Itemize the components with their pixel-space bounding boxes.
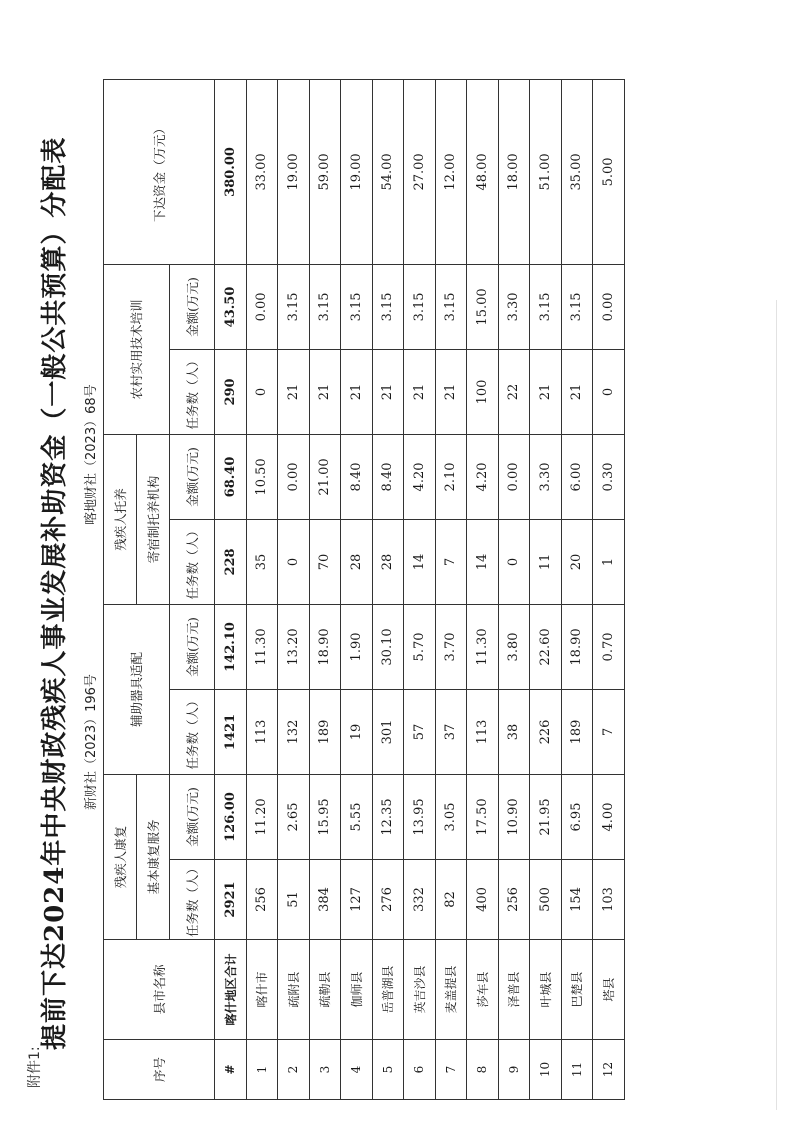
header-training: 农村实用技术培训 xyxy=(104,264,170,434)
header-seq: 序号 xyxy=(104,1040,215,1100)
header-task: 任务数（人） xyxy=(170,519,215,604)
rotated-document-page xyxy=(20,70,675,1110)
header-task: 任务数（人） xyxy=(170,860,215,940)
cell-training-amount: 3.15 xyxy=(309,264,341,349)
cell-rehab-amount: 3.05 xyxy=(435,774,467,859)
header-amount: 金额(万元) xyxy=(170,264,215,349)
cell-training-task: 21 xyxy=(372,349,404,434)
cell-seq: 9 xyxy=(498,1040,530,1100)
cell-support-task: 28 xyxy=(341,519,373,604)
header-funds: 下达资金（万元） xyxy=(104,79,215,264)
cell-rehab-amount: 21.95 xyxy=(530,774,562,859)
cell-rehab-task: 256 xyxy=(498,860,530,940)
cell-training-task: 21 xyxy=(561,349,593,434)
table-row xyxy=(498,79,530,1099)
cell-training-task: 0 xyxy=(593,349,625,434)
cell-support-amount: 68.40 xyxy=(215,434,247,519)
cell-aid-amount: 11.30 xyxy=(246,604,278,689)
cell-funds: 51.00 xyxy=(530,79,562,264)
cell-county: 叶城县 xyxy=(530,940,562,1040)
cell-support-amount: 2.10 xyxy=(435,434,467,519)
cell-seq: 3 xyxy=(309,1040,341,1100)
cell-aid-task: 132 xyxy=(278,689,310,774)
table-row xyxy=(278,79,310,1099)
cell-aid-amount: 18.90 xyxy=(309,604,341,689)
header-rehab: 残疾人康复 xyxy=(104,774,137,939)
cell-training-task: 21 xyxy=(404,349,436,434)
cell-funds: 59.00 xyxy=(309,79,341,264)
cell-support-task: 14 xyxy=(467,519,499,604)
attachment-label: 附件1: xyxy=(27,1046,43,1088)
cell-support-amount: 8.40 xyxy=(372,434,404,519)
cell-rehab-amount: 5.55 xyxy=(341,774,373,859)
cell-funds: 19.00 xyxy=(278,79,310,264)
table-row xyxy=(467,79,499,1099)
table-row xyxy=(561,79,593,1099)
cell-support-task: 35 xyxy=(246,519,278,604)
cell-aid-task: 113 xyxy=(467,689,499,774)
cell-seq: 8 xyxy=(467,1040,499,1100)
cell-rehab-task: 384 xyxy=(309,860,341,940)
cell-rehab-amount: 13.95 xyxy=(404,774,436,859)
table-row xyxy=(435,79,467,1099)
cell-county: 英吉沙县 xyxy=(404,940,436,1040)
cell-seq: 7 xyxy=(435,1040,467,1100)
cell-training-amount: 3.15 xyxy=(435,264,467,349)
header-task: 任务数（人） xyxy=(170,349,215,434)
cell-rehab-task: 154 xyxy=(561,860,593,940)
cell-seq: 4 xyxy=(341,1040,373,1100)
cell-funds: 35.00 xyxy=(561,79,593,264)
cell-aid-task: 189 xyxy=(561,689,593,774)
cell-support-task: 0 xyxy=(498,519,530,604)
cell-county: 疏附县 xyxy=(278,940,310,1040)
cell-rehab-amount: 10.90 xyxy=(498,774,530,859)
cell-county: 岳普湖县 xyxy=(372,940,404,1040)
cell-rehab-amount: 6.95 xyxy=(561,774,593,859)
cell-aid-amount: 11.30 xyxy=(467,604,499,689)
cell-aid-task: 189 xyxy=(309,689,341,774)
cell-county: 塔县 xyxy=(593,940,625,1040)
cell-funds: 54.00 xyxy=(372,79,404,264)
cell-support-amount: 0.00 xyxy=(278,434,310,519)
cell-training-amount: 3.15 xyxy=(404,264,436,349)
cell-seq: 12 xyxy=(593,1040,625,1100)
cell-training-amount: 3.15 xyxy=(341,264,373,349)
cell-aid-amount: 3.70 xyxy=(435,604,467,689)
table-row xyxy=(404,79,436,1099)
cell-aid-amount: 22.60 xyxy=(530,604,562,689)
document-reference-left: 新财社（2023）196号 xyxy=(84,674,99,810)
table-row xyxy=(593,79,625,1099)
cell-support-amount: 6.00 xyxy=(561,434,593,519)
cell-aid-amount: 13.20 xyxy=(278,604,310,689)
header-rehab-basic: 基本康复服务 xyxy=(137,774,170,939)
cell-seq: # xyxy=(215,1040,247,1100)
cell-support-amount: 10.50 xyxy=(246,434,278,519)
cell-rehab-task: 103 xyxy=(593,860,625,940)
cell-training-task: 100 xyxy=(467,349,499,434)
table-row xyxy=(309,79,341,1099)
cell-seq: 5 xyxy=(372,1040,404,1100)
cell-support-task: 1 xyxy=(593,519,625,604)
cell-training-amount: 3.15 xyxy=(561,264,593,349)
cell-training-amount: 43.50 xyxy=(215,264,247,349)
cell-training-task: 22 xyxy=(498,349,530,434)
cell-aid-task: 19 xyxy=(341,689,373,774)
cell-rehab-amount: 15.95 xyxy=(309,774,341,859)
cell-training-task: 21 xyxy=(278,349,310,434)
cell-training-amount: 3.15 xyxy=(278,264,310,349)
cell-support-task: 28 xyxy=(372,519,404,604)
cell-funds: 380.00 xyxy=(215,79,247,264)
cell-training-task: 21 xyxy=(309,349,341,434)
cell-funds: 18.00 xyxy=(498,79,530,264)
cell-support-amount: 4.20 xyxy=(404,434,436,519)
cell-support-task: 20 xyxy=(561,519,593,604)
cell-rehab-amount: 2.65 xyxy=(278,774,310,859)
cell-county: 莎车县 xyxy=(467,940,499,1040)
cell-training-task: 21 xyxy=(435,349,467,434)
cell-county: 巴楚县 xyxy=(561,940,593,1040)
cell-county: 泽普县 xyxy=(498,940,530,1040)
cell-county: 麦盖提县 xyxy=(435,940,467,1040)
cell-funds: 5.00 xyxy=(593,79,625,264)
cell-training-task: 0 xyxy=(246,349,278,434)
cell-support-amount: 3.30 xyxy=(530,434,562,519)
cell-seq: 11 xyxy=(561,1040,593,1100)
cell-rehab-task: 500 xyxy=(530,860,562,940)
header-task: 任务数（人） xyxy=(170,689,215,774)
cell-funds: 12.00 xyxy=(435,79,467,264)
cell-rehab-amount: 12.35 xyxy=(372,774,404,859)
cell-funds: 19.00 xyxy=(341,79,373,264)
cell-training-amount: 15.00 xyxy=(467,264,499,349)
header-amount: 金额(万元) xyxy=(170,434,215,519)
cell-aid-amount: 1.90 xyxy=(341,604,373,689)
cell-county: 喀什市 xyxy=(246,940,278,1040)
cell-support-amount: 8.40 xyxy=(341,434,373,519)
cell-aid-task: 7 xyxy=(593,689,625,774)
cell-aid-task: 38 xyxy=(498,689,530,774)
cell-rehab-amount: 17.50 xyxy=(467,774,499,859)
cell-training-amount: 3.15 xyxy=(372,264,404,349)
cell-training-task: 21 xyxy=(530,349,562,434)
cell-aid-task: 226 xyxy=(530,689,562,774)
cell-support-task: 228 xyxy=(215,519,247,604)
cell-aid-amount: 3.80 xyxy=(498,604,530,689)
cell-county: 伽师县 xyxy=(341,940,373,1040)
cell-seq: 6 xyxy=(404,1040,436,1100)
cell-rehab-amount: 126.00 xyxy=(215,774,247,859)
cell-county: 疏勒县 xyxy=(309,940,341,1040)
cell-funds: 27.00 xyxy=(404,79,436,264)
header-support-sub: 寄宿制托养机构 xyxy=(137,434,170,604)
cell-funds: 33.00 xyxy=(246,79,278,264)
header-row-1 xyxy=(104,79,137,1099)
table-row xyxy=(530,79,562,1099)
cell-training-amount: 0.00 xyxy=(246,264,278,349)
cell-rehab-task: 256 xyxy=(246,860,278,940)
cell-funds: 48.00 xyxy=(467,79,499,264)
cell-rehab-task: 82 xyxy=(435,860,467,940)
cell-seq: 1 xyxy=(246,1040,278,1100)
allocation-table xyxy=(103,79,625,1100)
cell-rehab-task: 400 xyxy=(467,860,499,940)
cell-training-amount: 3.15 xyxy=(530,264,562,349)
document-title: 提前下达2024年中央财政残疾人事业发展补助资金（一般公共预算）分配表 xyxy=(40,136,70,1050)
cell-aid-amount: 18.90 xyxy=(561,604,593,689)
cell-support-task: 0 xyxy=(278,519,310,604)
cell-aid-task: 57 xyxy=(404,689,436,774)
table-row xyxy=(246,79,278,1099)
cell-aid-task: 37 xyxy=(435,689,467,774)
cell-rehab-amount: 4.00 xyxy=(593,774,625,859)
cell-training-amount: 0.00 xyxy=(593,264,625,349)
cell-rehab-task: 51 xyxy=(278,860,310,940)
cell-support-amount: 21.00 xyxy=(309,434,341,519)
cell-rehab-task: 332 xyxy=(404,860,436,940)
cell-rehab-task: 2921 xyxy=(215,860,247,940)
cell-training-amount: 3.30 xyxy=(498,264,530,349)
header-amount: 金额(万元) xyxy=(170,774,215,859)
cell-aid-amount: 5.70 xyxy=(404,604,436,689)
table-row-total xyxy=(215,79,247,1099)
cell-county: 喀什地区合计 xyxy=(215,940,247,1040)
cell-training-task: 290 xyxy=(215,349,247,434)
cell-rehab-task: 127 xyxy=(341,860,373,940)
cell-aid-amount: 142.10 xyxy=(215,604,247,689)
cell-support-task: 70 xyxy=(309,519,341,604)
cell-aid-task: 301 xyxy=(372,689,404,774)
scan-edge-line xyxy=(776,300,777,1110)
cell-rehab-amount: 11.20 xyxy=(246,774,278,859)
cell-support-amount: 0.00 xyxy=(498,434,530,519)
cell-support-task: 14 xyxy=(404,519,436,604)
cell-seq: 2 xyxy=(278,1040,310,1100)
cell-support-task: 7 xyxy=(435,519,467,604)
header-assistive: 辅助器具适配 xyxy=(104,604,170,774)
cell-support-task: 11 xyxy=(530,519,562,604)
document-reference-right: 喀地财社（2023）68号 xyxy=(84,384,99,525)
cell-seq: 10 xyxy=(530,1040,562,1100)
cell-aid-amount: 0.70 xyxy=(593,604,625,689)
header-amount: 金额(万元) xyxy=(170,604,215,689)
cell-aid-task: 113 xyxy=(246,689,278,774)
table-row xyxy=(372,79,404,1099)
cell-aid-task: 1421 xyxy=(215,689,247,774)
cell-support-amount: 0.30 xyxy=(593,434,625,519)
cell-training-task: 21 xyxy=(341,349,373,434)
cell-aid-amount: 30.10 xyxy=(372,604,404,689)
header-support: 残疾人托养 xyxy=(104,434,137,604)
header-county: 县市名称 xyxy=(104,940,215,1040)
cell-support-amount: 4.20 xyxy=(467,434,499,519)
cell-rehab-task: 276 xyxy=(372,860,404,940)
table-row xyxy=(341,79,373,1099)
